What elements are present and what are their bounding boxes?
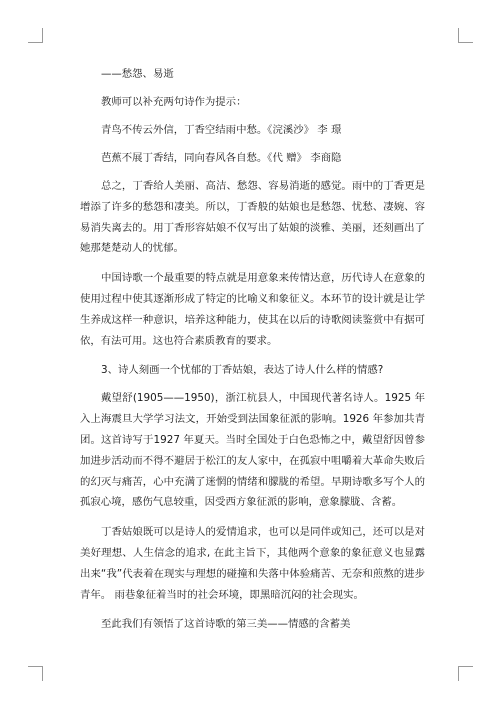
paragraph-meaning: 丁香姑娘既可以是诗人的爱情追求，也可以是同伴或知己，还可以是对美好理想、人生信念的追求, 在此主旨下，其他两个意象的象征意义也显露出来“我”代表着在现实与理想的碰撞和失落中体验痛苦、无奈和煎熬的进步青年。 雨巷象征着当时的社会环境，即黑暗沉闷的社会现实。 bbox=[80, 526, 425, 601]
paragraph-summary: 总之，丁香给人美丽、高洁、愁怨、容易消逝的感觉。雨中的丁香更是增添了许多的愁怨和凄美。所以，丁香般的姑娘也是愁怨、忧愁、凄婉、容易消失离去的。用丁香形容姑娘不仅写出了姑娘的淡雅、美丽，还刻画出了她那楚楚动人的忧郁。 bbox=[80, 180, 425, 255]
theme-line: ——愁怨、易逝 bbox=[101, 68, 174, 80]
crop-mark-top-right bbox=[458, 28, 473, 43]
crop-mark-top-left bbox=[28, 28, 43, 43]
crop-mark-bottom-left bbox=[28, 666, 43, 681]
poem-quote-1: 青鸟不传云外信，丁香空结雨中愁。《浣溪沙》 李 璟 bbox=[101, 124, 342, 136]
paragraph-imagery: 中国诗歌一个最重要的特点就是用意象来传情达意，历代诗人在意象的使用过程中使其逐渐形成了特定的比喻义和象征义。本环节的设计就是让学生养成这样一种意识，培养这种能力，使其在以后的诗歌阅读鉴赏中有据可依，有法可用。这也符合素质教育的要求。 bbox=[80, 272, 425, 347]
document-body bbox=[80, 64, 425, 642]
question-heading: 3、诗人刻画一个忧郁的丁香姑娘，表达了诗人什么样的情感? bbox=[101, 364, 384, 377]
paragraph-author: 戴望舒(1905——1950)，浙江杭县人，中国现代著名诗人。1925 年入上海震旦大学学习法文，开始受到法国象征派的影响。1926 年参加共青团。这首诗写于1927 年夏天。当时全国处于白色恐怖之中，戴望舒因曾参加进步活动而不得不避居于松江的友人家中，在孤寂中咀嚼着大革命失败后的幻灭与痛苦，心中充满了迷惘的情绪和朦胧的希望。早期诗歌多写个人的孤寂心境，感伤气息较重，因受西方象征派的影响，意象朦胧、含蓄。 bbox=[80, 392, 425, 509]
crop-mark-bottom-right bbox=[458, 666, 473, 681]
teacher-hint: 教师可以补充两句诗作为提示： bbox=[101, 96, 247, 108]
poem-quote-2: 芭蕉不展丁香结，同向春风各自愁。《代 赠》 李商隐 bbox=[101, 152, 342, 164]
paragraph-conclusion: 至此我们有领悟了这首诗歌的第三美——情感的含蓄美 bbox=[101, 618, 351, 631]
